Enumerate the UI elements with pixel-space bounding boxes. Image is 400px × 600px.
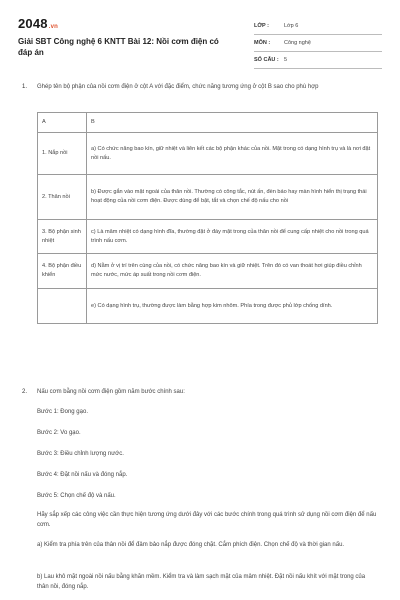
table-cell-b: e) Có dạng hình trụ, thường được làm bằng hợp kim nhôm. Phía trong được phủ lớp chống dính.	[87, 289, 378, 324]
table-cell-a	[38, 289, 87, 324]
site-logo[interactable]	[18, 16, 58, 31]
task-item: a) Kiểm tra phía trên của thân nồi để đảm bảo nắp được đóng chặt. Cắm phích điện. Chọn chế độ và thời gian nấu.	[37, 542, 345, 548]
step-item: Bước 1: Đong gạo.	[37, 409, 88, 415]
table-row	[38, 289, 378, 324]
table-cell-b: d) Nằm ở vị trí trên cùng của nồi, có chức năng bao kín và giữ nhiệt. Trên đó có van thoát hơi giúp điều chỉnh mức nước, mức áp suất trong nồi cơm điện.	[87, 254, 378, 289]
page-header	[18, 8, 382, 68]
question-number: 2.	[22, 389, 28, 395]
matching-table	[37, 112, 378, 324]
meta-key: MÔN :	[254, 40, 271, 46]
table-cell-a: 4. Bộ phận điều khiển	[38, 254, 87, 289]
meta-row-subject	[254, 35, 382, 52]
task-item: b) Lau khô mặt ngoài nồi nấu bằng khăn mềm. Kiểm tra và làm sạch mặt của mâm nhiệt. Đặt nồi nấu khít với mặt trong của thân nồi, đóng nắp.	[37, 574, 366, 590]
table-row	[38, 175, 378, 220]
question-number: 1.	[22, 84, 28, 90]
meta-key: LỚP :	[254, 23, 269, 29]
table-cell-a: 1. Nắp nồi	[38, 133, 87, 175]
table-header-cell: B	[87, 113, 378, 133]
question-instruction: Hãy sắp xếp các công việc cần thực hiện tương ứng dưới đây với các bước chính trong quá trình sử dụng nồi cơm điện để nấu cơm.	[37, 512, 377, 528]
step-item: Bước 4: Đặt nồi nấu và đóng nắp.	[37, 472, 128, 478]
table-row	[38, 220, 378, 254]
meta-row-count	[254, 52, 382, 69]
logo-text: 2048	[18, 16, 48, 31]
table-cell-a: 3. Bộ phận sinh nhiệt	[38, 220, 87, 254]
step-item: Bước 3: Điều chỉnh lượng nước.	[37, 451, 124, 457]
step-item: Bước 2: Vo gạo.	[37, 430, 81, 436]
meta-value: Lớp 6	[284, 23, 299, 29]
meta-value: Công nghệ	[284, 40, 311, 46]
question-prompt: Ghép tên bộ phận của nồi cơm điện ở cột A với đặc điểm, chức năng tương ứng ở cột B sao cho phù hợp	[37, 84, 319, 90]
meta-value: 5	[284, 57, 288, 63]
meta-row-class	[254, 18, 382, 35]
logo-suffix: .vn	[48, 24, 59, 30]
table-row	[38, 133, 378, 175]
table-row	[38, 254, 378, 289]
table-header-row	[38, 113, 378, 133]
meta-info	[254, 18, 382, 69]
table-cell-a: 2. Thân nồi	[38, 175, 87, 220]
table-header-cell: A	[38, 113, 87, 133]
table-cell-b: c) Là mâm nhiệt có dạng hình đĩa, thường đặt ở đáy mặt trong của thân nồi để cung cấp nhiệt cho nồi trong quá trình nấu cơm.	[87, 220, 378, 254]
step-item: Bước 5: Chọn chế độ và nấu.	[37, 493, 116, 499]
table-cell-b: a) Có chức năng bao kín, giữ nhiệt và liên kết các bộ phận khác của nồi. Mặt trong có dạng hình trụ và là nơi đặt nồi nấu.	[87, 133, 378, 175]
document-title: Giải SBT Công nghệ 6 KNTT Bài 12: Nồi cơm điện có đáp án	[18, 37, 219, 57]
meta-key: SỐ CÂU :	[254, 57, 279, 63]
table-cell-b: b) Được gắn vào mặt ngoài của thân nồi. Thường có công tắc, nút ấn, đèn báo hay màn hình hiển thị trạng thái hoạt động của nồi cơm điện. Được dùng để bật, tắt và chọn chế độ nấu cho nồi	[87, 175, 378, 220]
question-intro: Nấu cơm bằng nồi cơm điện gồm năm bước chính sau:	[37, 389, 185, 395]
